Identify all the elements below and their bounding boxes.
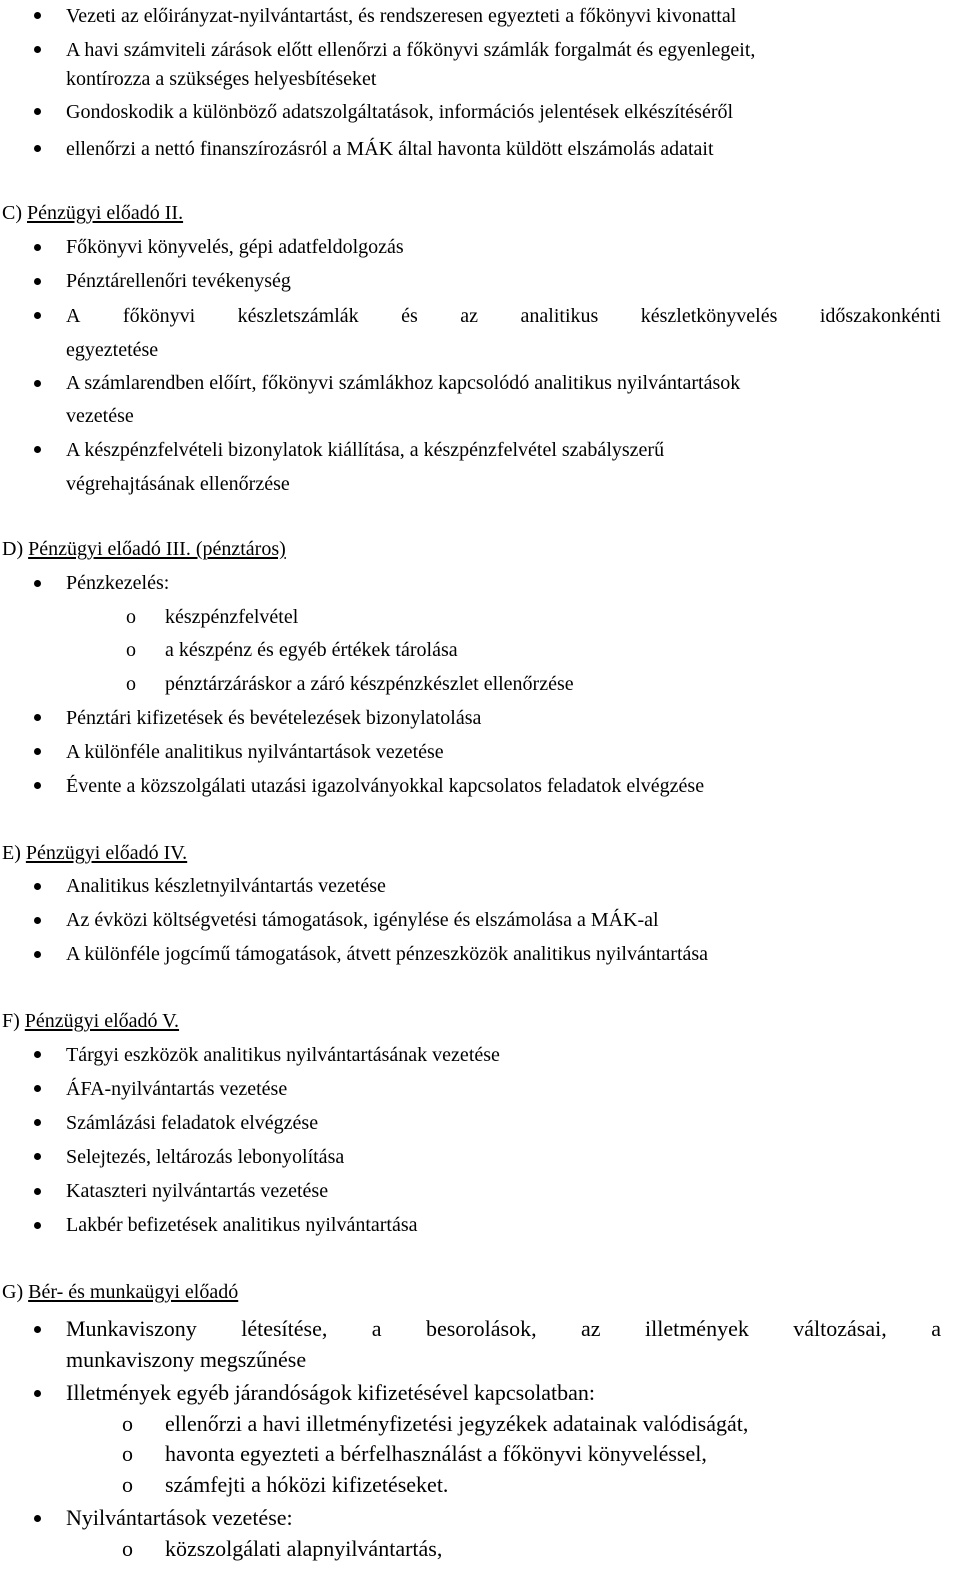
list-bullet [34,1188,41,1195]
word: készletkönyvelés [640,305,778,327]
word: készletszámlák [237,305,359,327]
list-item: A készpénzfelvételi bizonylatok kiállítása, a készpénzfelvétel szabályszerű [66,439,665,461]
list-item-justified [66,306,941,326]
section-heading-f: F) Pénzügyi előadó V. [2,1010,180,1032]
list-item: Pénzkezelés: [66,572,170,594]
list-item: Főkönyvi könyvelés, gépi adatfeldolgozás [66,236,404,258]
list-item: A számlarendben előírt, főkönyvi számlákhoz kapcsolódó analitikus nyilvántartások [66,372,741,394]
list-item: Kataszteri nyilvántartás vezetése [66,1180,329,1202]
section-heading-e: E) Pénzügyi előadó IV. [2,842,188,864]
list-bullet [34,1085,41,1092]
word: főkönyvi [122,305,196,327]
list-item: Az évközi költségvetési támogatások, igénylése és elszámolása a MÁK-al [66,909,659,931]
list-item-continuation: vezetése [66,405,134,427]
word: időszakonkénti [819,305,941,327]
list-bullet [34,244,41,251]
list-bullet [34,1051,41,1058]
section-title-g: Bér- és munkaügyi előadó [28,1281,239,1303]
list-item: Tárgyi eszközök analitikus nyilvántartásának vezetése [66,1044,500,1066]
list-item: Számlázási feladatok elvégzése [66,1112,319,1134]
list-item-continuation: végrehajtásának ellenőrzése [66,473,290,495]
list-bullet [34,1515,41,1522]
list-bullet [34,145,41,152]
word: az [581,1316,601,1341]
word: a [931,1316,941,1341]
list-item: A havi számviteli zárások előtt ellenőrzi a főkönyvi számlák forgalmát és egyenlegeit, [66,39,756,61]
list-item: ellenőrzi a nettó finanszírozásról a MÁK által havonta küldött elszámolás adatait [66,138,714,160]
sub-bullet: o [122,1536,133,1561]
list-item: ÁFA-nyilvántartás vezetése [66,1078,288,1100]
word: változásai, [793,1316,887,1341]
list-bullet [34,12,41,19]
word: és [401,305,418,327]
word: A [66,305,81,327]
list-item: Analitikus készletnyilvántartás vezetése [66,875,386,897]
word: az [460,305,479,327]
list-item: Vezeti az előirányzat-nyilvántartást, és rendszeresen egyezteti a főkönyvi kivonattal [66,5,737,27]
list-item: Selejtezés, leltározás lebonyolítása [66,1146,345,1168]
list-item: A különféle jogcímű támogatások, átvett pénzeszközök analitikus nyilvántartása [66,943,709,965]
word: analitikus [520,305,599,327]
list-bullet [34,1390,41,1397]
word: Munkaviszony [66,1316,197,1341]
list-item: Illetmények egyéb járandóságok kifizetésével kapcsolatban: [66,1380,596,1405]
list-bullet [34,580,41,587]
list-bullet [34,446,41,453]
list-item-continuation: munkaviszony megszűnése [66,1347,307,1372]
sub-bullet: o [126,639,136,661]
sub-bullet: o [126,673,136,695]
section-title-e: Pénzügyi előadó IV. [25,842,188,864]
section-title-c: Pénzügyi előadó II. [27,202,184,224]
list-bullet [34,1326,41,1333]
section-heading-c: C) Pénzügyi előadó II. [2,202,184,224]
list-item: Nyilvántartások vezetése: [66,1505,293,1530]
word: besorolások, [425,1316,537,1341]
list-bullet [34,380,41,387]
sub-bullet: o [122,1472,133,1497]
word: illetmények [644,1316,749,1341]
section-title-f: Pénzügyi előadó V. [24,1010,180,1032]
list-bullet [34,312,41,319]
section-heading-d: D) Pénzügyi előadó III. (pénztáros) [2,538,286,560]
list-bullet [34,714,41,721]
list-bullet [34,1222,41,1229]
list-bullet [34,883,41,890]
sub-list-item: közszolgálati alapnyilvántartás, [165,1536,443,1561]
list-bullet [34,951,41,958]
sub-bullet: o [122,1411,133,1436]
list-item-justified [66,1318,941,1340]
list-bullet [34,108,41,115]
word: létesítése, [241,1316,328,1341]
list-item: A különféle analitikus nyilvántartások vezetése [66,741,444,763]
list-item-continuation: egyeztetése [66,339,159,361]
list-item: Pénztárellenőri tevékenység [66,270,291,292]
list-item: Lakbér befizetések analitikus nyilvántartása [66,1214,418,1236]
sub-bullet: o [122,1441,133,1466]
sub-list-item: pénztárzáráskor a záró készpénzkészlet ellenőrzése [165,673,574,695]
word: a [371,1316,382,1341]
list-bullet [34,278,41,285]
list-bullet [34,782,41,789]
list-bullet [34,46,41,53]
sub-list-item: ellenőrzi a havi illetményfizetési jegyzékek adatainak valódiságát, [165,1411,749,1436]
list-item: Pénztári kifizetések és bevételezések bizonylatolása [66,707,482,729]
sub-bullet: o [126,606,136,628]
list-item-continuation: kontírozza a szükséges helyesbítéseket [66,68,377,90]
list-bullet [34,917,41,924]
sub-list-item: számfejti a hóközi kifizetéseket. [165,1472,449,1497]
list-bullet [34,1153,41,1160]
list-bullet [34,748,41,755]
list-item: Évente a közszolgálati utazási igazolványokkal kapcsolatos feladatok elvégzése [66,775,705,797]
section-heading-g: G) Bér- és munkaügyi előadó [2,1281,239,1303]
sub-list-item: készpénzfelvétel [165,606,299,628]
sub-list-item: havonta egyezteti a bérfelhasználást a főkönyvi könyveléssel, [165,1441,707,1466]
section-title-d: Pénzügyi előadó III. (pénztáros) [28,538,286,560]
list-item: Gondoskodik a különböző adatszolgáltatások, információs jelentések elkészítéséről [66,101,734,123]
list-bullet [34,1119,41,1126]
sub-list-item: a készpénz és egyéb értékek tárolása [165,639,458,661]
